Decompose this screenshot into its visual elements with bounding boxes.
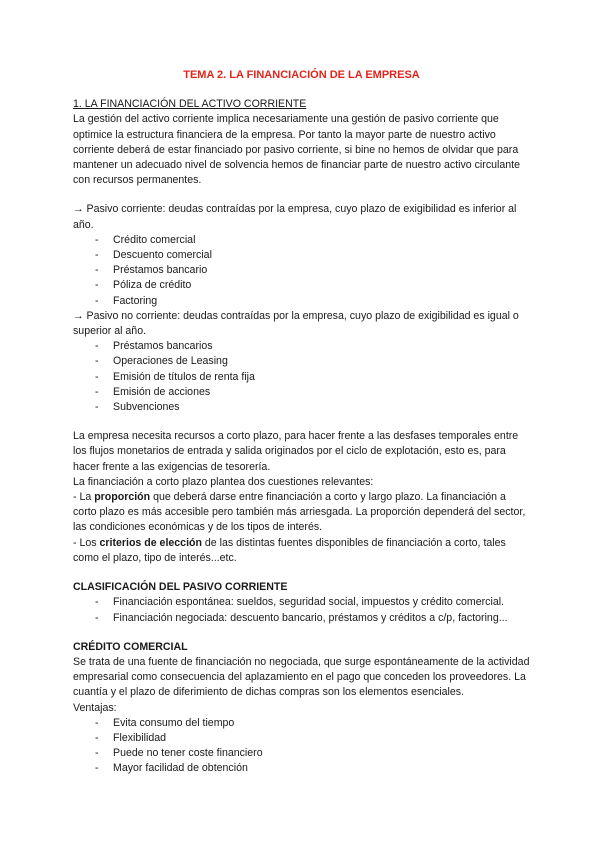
list-item: - Préstamos bancarios [95,339,530,354]
corto-plazo-paragraph: La empresa necesita recursos a corto plazo, para hacer frente a las desfases temporales entre los flujos monetarios de entrada y salida originados por el ciclo de explotación, esto es, para hacer frente a las exigencias de tesorería. [73,430,519,473]
cuestiones-paragraph: La financiación a corto plazo plantea dos cuestiones relevantes: [73,475,374,488]
list-item: - Crédito comercial [95,233,530,248]
pasivo-corriente-list [73,233,530,309]
ventajas-list [73,716,530,777]
list-item: - Subvenciones [95,400,530,415]
criterios-term: criterios de elección [99,536,202,549]
list-item: - Descuento comercial [95,248,530,263]
clasificacion-heading: CLASIFICACIÓN DEL PASIVO CORRIENTE [73,581,288,594]
document-title: TEMA 2. LA FINANCIACIÓN DE LA EMPRESA [183,69,420,81]
proporcion-term: proporción [94,491,151,504]
pasivo-no-corriente-list [73,339,530,415]
pasivo-no-corriente-definition: → Pasivo no corriente: deudas contraídas por la empresa, cuyo plazo de exigibilidad es igual o superior al año. [73,309,519,338]
credito-comercial-paragraph: Se trata de una fuente de financiación no negociada, que surge espontáneamente de la actividad empresarial como consecuencia del aplazamiento en el pago que conceden los proveedores. La cuantía y el plazo de diferimiento de dichas compras son los elementos esenciales. [73,655,530,699]
list-item: - Financiación espontánea: sueldos, seguridad social, impuestos y crédito comercial. [95,595,530,610]
criterios-paragraph: - Los criterios de elección de las distintas fuentes disponibles de financiación a corto, tales como el plazo, tipo de interés...etc. [73,536,506,564]
section-heading-financiacion: 1. LA FINANCIACIÓN DEL ACTIVO CORRIENTE [73,98,307,111]
intro-paragraph: La gestión del activo corriente implica necesariamente una gestión de pasivo corriente que optimice la estructura financiera de la empresa. Por tanto la mayor parte de nuestro activo corriente deberá de estar financiado por pasivo corriente, si bine no hemos de olvidar que para mantener un adecuado nivel de solvencia hemos de financiar parte de nuestro activo circulante con recursos permanentes. [73,113,520,187]
credito-comercial-heading: CRÉDITO COMERCIAL [73,640,188,653]
list-item: - Factoring [95,294,530,309]
list-item: - Flexibilidad [95,731,530,746]
list-item: - Operaciones de Leasing [95,354,530,369]
pasivo-corriente-definition: → Pasivo corriente: deudas contraídas por la empresa, cuyo plazo de exigibilidad es inferior al año. [73,203,517,231]
list-item: - Evita consumo del tiempo [95,716,530,731]
proporcion-paragraph: - La proporción que deberá darse entre financiación a corto y largo plazo. La financiación a corto plazo es más accesible pero también más arriesgada. La proporción dependerá del sector, las condiciones económicas y de los tipos de interés. [73,491,526,534]
list-item: - Mayor facilidad de obtención [95,761,530,776]
list-item: - Puede no tener coste financiero [95,746,530,761]
list-item: - Préstamos bancario [95,263,530,278]
ventajas-label: Ventajas: [73,701,117,714]
list-item: - Financiación negociada: descuento bancario, préstamos y créditos a c/p, factoring... [95,611,530,626]
list-item: - Póliza de crédito [95,278,530,293]
list-item: - Emisión de títulos de renta fija [95,370,530,385]
clasificacion-list [73,595,530,625]
list-item: - Emisión de acciones [95,385,530,400]
